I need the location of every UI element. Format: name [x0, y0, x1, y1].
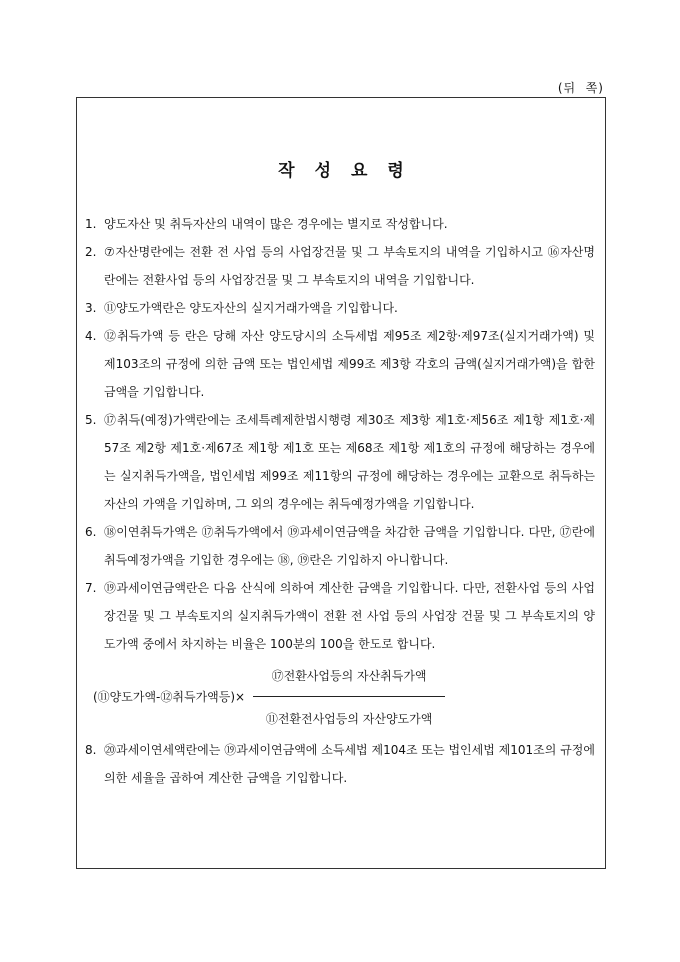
item-text: ⑪양도가액란은 양도자산의 실지거래가액을 기입합니다. — [104, 301, 398, 315]
item-text: ⑦자산명란에는 전환 전 사업 등의 사업장건물 및 그 부속토지의 내역을 기입하시고 ⑯자산명란에는 전환사업 등의 사업장건물 및 그 부속토지의 내역을 기입합니다. — [104, 245, 595, 287]
item-text: ⑱이연취득가액은 ⑰취득가액에서 ⑲과세이연금액을 차감한 금액을 기입합니다. 다만, ⑰란에 취득예정가액을 기입한 경우에는 ⑱, ⑲란은 기입하지 아니합니다. — [104, 525, 595, 567]
item-number: 8. — [85, 743, 97, 757]
document-frame — [76, 97, 606, 869]
item-number: 1. — [85, 217, 97, 231]
item-text: ⑲과세이연금액란은 다음 산식에 의하여 계산한 금액을 기입합니다. 다만, 전환사업 등의 사업장건물 및 그 부속토지의 실지취득가액이 전환 전 사업 등의 사업장 건물 및 그 부속토지의 양도가액 중에서 차지하는 비율은 100분의 100을 한도로 합니다. — [104, 581, 595, 651]
instruction-item-2 — [85, 238, 595, 294]
formula-denominator: ⑪전환전사업등의 자산양도가액 — [265, 711, 433, 726]
instruction-item-8 — [85, 736, 595, 792]
instruction-item-4 — [85, 322, 595, 406]
instruction-item-7 — [85, 574, 595, 658]
formula-fraction — [253, 662, 445, 733]
formula-lhs: (⑪양도가액-⑫취득가액등)× — [93, 690, 246, 704]
item-number: 2. — [85, 245, 97, 259]
instruction-item-3 — [85, 294, 595, 322]
instruction-item-5 — [85, 406, 595, 518]
item-text: ⑫취득가액 등 란은 당해 자산 양도당시의 소득세법 제95조 제2항·제97조(실지거래가액) 및 제103조의 규정에 의한 금액 또는 법인세법 제99조 제3항 각호의 금액(실지거래가액)을 합한 금액을 기입합니다. — [104, 329, 595, 399]
item-text: ⑳과세이연세액란에는 ⑲과세이연금액에 소득세법 제104조 또는 법인세법 제101조의 규정에 의한 세율을 곱하여 계산한 금액을 기입합니다. — [104, 743, 595, 785]
instruction-item-1 — [85, 210, 595, 238]
item-number: 4. — [85, 329, 97, 343]
instruction-list — [85, 210, 595, 792]
document-title: 작성요령 — [278, 161, 424, 181]
page-side-label: (뒤 쪽) — [557, 81, 604, 95]
formula-numerator: ⑰전환사업등의 자산취득가액 — [271, 668, 427, 683]
item-text: 양도자산 및 취득자산의 내역이 많은 경우에는 별지로 작성합니다. — [104, 217, 448, 231]
item-number: 5. — [85, 413, 97, 427]
item-number: 7. — [85, 581, 97, 595]
item-number: 3. — [85, 301, 97, 315]
item-text: ⑰취득(예정)가액란에는 조세특례제한법시행령 제30조 제3항 제1호·제56조 제1항 제1호·제57조 제2항 제1호·제67조 제1항 제1호 또는 제68조 제1항 제1호의 규정에 해당하는 경우에는 실지취득가액을, 법인세법 제99조 제11항의 규정에 해당하는 경우에는 교환으로 취득하는 자산의 가액을 기입하며, 그 외의 경우에는 취득예정가액을 기입합니다. — [104, 413, 595, 511]
item-number: 6. — [85, 525, 97, 539]
instruction-item-6 — [85, 518, 595, 574]
deferral-formula — [85, 662, 595, 732]
